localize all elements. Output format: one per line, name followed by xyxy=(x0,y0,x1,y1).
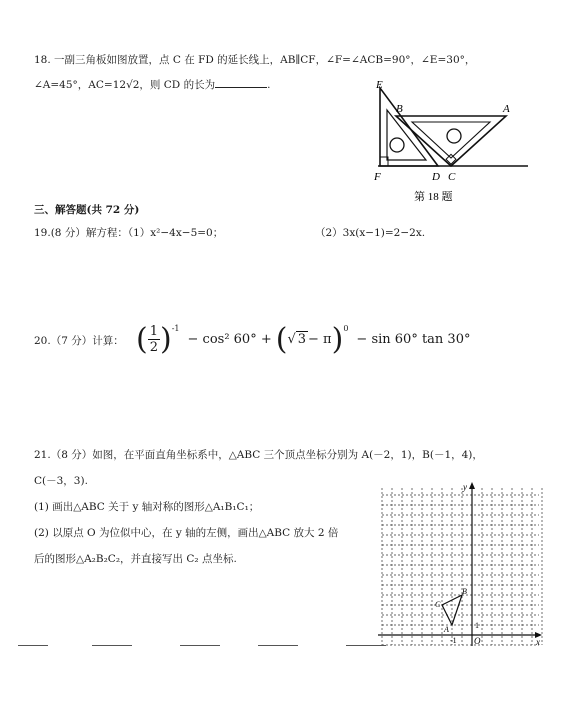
x-axis-label: x xyxy=(536,637,540,646)
q19-part2: （2）3x(x−1)=2−2x. xyxy=(315,227,426,239)
y-axis-arrow xyxy=(469,482,475,489)
footer-dash xyxy=(346,645,386,646)
exponent-neg1: -1 xyxy=(171,324,180,333)
cos-term: − cos² 60° + xyxy=(187,332,272,347)
point-A-label: A xyxy=(444,625,449,634)
coordinate-grid xyxy=(374,480,544,646)
q21-line2: C(－3，3). xyxy=(34,475,88,487)
label-A: A xyxy=(503,103,510,115)
section-title: 三、解答题(共 72 分) xyxy=(34,204,140,216)
q21-line1: 21.（8 分）如图，在平面直角坐标系中，△ABC 三个顶点坐标分别为 A(－2，1)，B(－1，4)， xyxy=(34,449,483,461)
answer-blank[interactable] xyxy=(215,77,267,88)
footer-dash xyxy=(180,645,220,646)
q19-part1: 19.(8 分）解方程：（1）x²−4x−5=0； xyxy=(34,227,224,239)
point-C-label: C xyxy=(435,600,441,609)
origin-label: O xyxy=(474,636,481,646)
q21-part1: (1) 画出△ABC 关于 y 轴对称的图形△A₁B₁C₁； xyxy=(34,501,260,513)
label-C: C xyxy=(448,171,456,183)
q18-line2-prefix: ∠A=45°，AC=12√2，则 CD 的长为 xyxy=(34,79,216,91)
q18-line2 xyxy=(34,77,270,92)
label-B: B xyxy=(396,103,403,115)
point-B-label: B xyxy=(462,587,467,596)
q18-line2-suffix: . xyxy=(267,79,271,91)
q18-triangle-figure xyxy=(370,78,540,203)
footer-dash xyxy=(258,645,298,646)
label-E: E xyxy=(376,79,383,91)
sin-tan-term: − sin 60° tan 30° xyxy=(356,332,471,347)
y-axis-label: y xyxy=(463,482,467,492)
q20-expression: ( $\frac{1}{2}$ ) -1 − cos² 60° + ( √ 3 − π ) 0 − sin 60° tan 30° xyxy=(136,322,471,357)
q18-line1: 18. 一副三角板如图放置，点 C 在 FD 的延长线上，AB∥CF，∠F=∠ACB=90°，∠E=30°， xyxy=(34,54,476,66)
tick-1: 1 xyxy=(475,621,479,630)
tick-neg1: -1 xyxy=(450,636,457,645)
q21-part2b: 后的图形△A₂B₂C₂，并直接写出 C₂ 点坐标. xyxy=(34,553,237,565)
figure-caption: 第 18 题 xyxy=(414,191,453,203)
footer-dash xyxy=(18,645,48,646)
minus-pi: − π xyxy=(308,332,332,347)
sqrt-arg: 3 xyxy=(297,332,307,347)
q21-part2a: (2) 以原点 O 为位似中心，在 y 轴的左侧，画出△ABC 放大 2 倍 xyxy=(34,527,339,539)
q20-label: 20.（7 分）计算： xyxy=(34,335,124,347)
fraction-one-half: $\frac{1}{2}$ xyxy=(149,324,158,355)
exponent-zero: 0 xyxy=(343,324,349,333)
footer-dash xyxy=(92,645,132,646)
label-D: D xyxy=(432,171,440,183)
label-F: F xyxy=(374,171,381,183)
